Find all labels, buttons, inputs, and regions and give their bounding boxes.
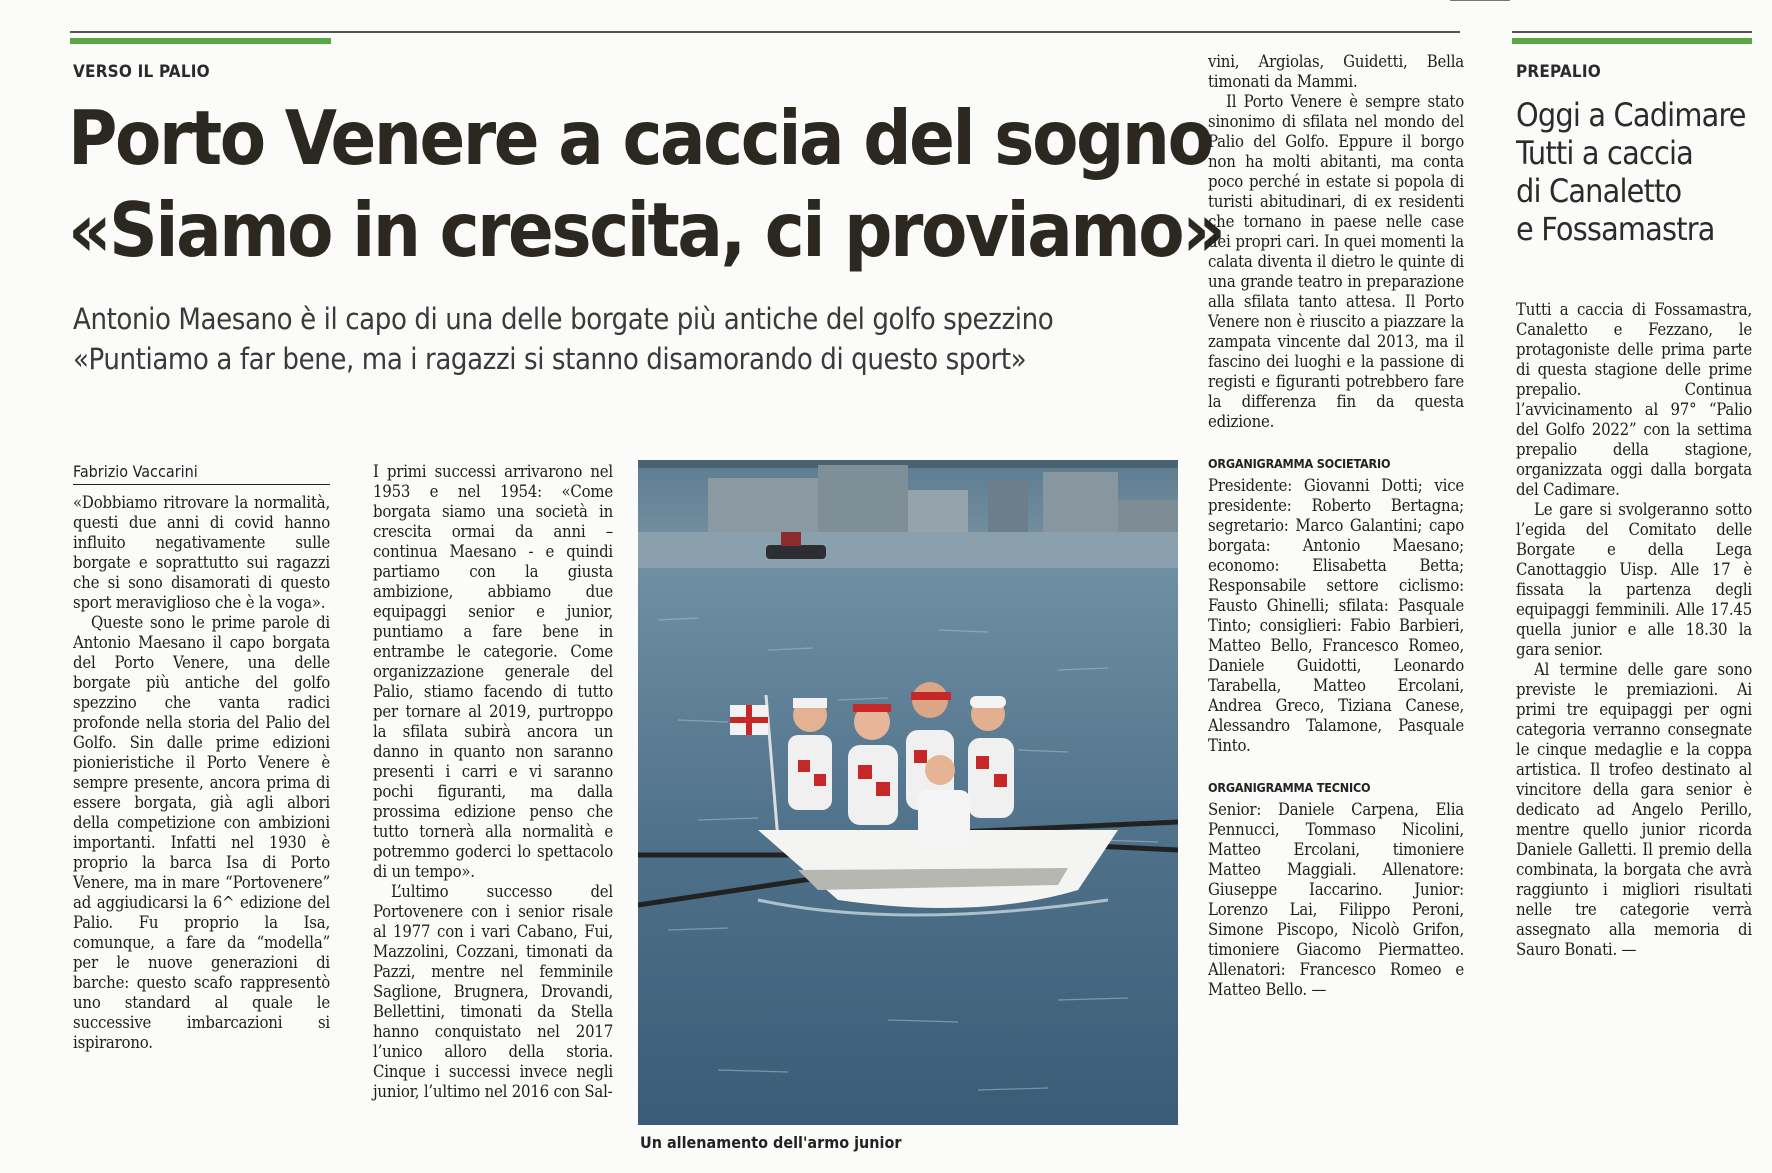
article-kicker: VERSO IL PALIO	[73, 62, 210, 82]
paragraph: Al termine delle gare sono previste le premiazioni. Ai primi tre equipaggi per ogni categoria verranno consegnate le cinque medaglie e la coppa artistica. Il trofeo destinato al vincitore della gara senior è dedicato ad Angelo Perillo, mentre quello junior ricorda Daniele Galletti. Il premio della combinata, la borgata che avrà raggiunto i migliori risultati nelle tre categorie verrà assegnato alla memoria di Sauro Bonati. —	[1516, 660, 1752, 959]
article-column-3	[1208, 52, 1464, 1000]
top-rule-right	[1512, 31, 1752, 33]
section-subheading: ORGANIGRAMMA TECNICO	[1208, 780, 1371, 795]
sidebar-headline-line: e Fossamastra	[1516, 210, 1715, 248]
paragraph: Queste sono le prime parole di Antonio Maesano il capo borgata del Porto Venere, una delle borgate più antiche del golfo spezzino che vanta radici profonde nella storia del Palio del Golfo. Sin dalle prime edizioni pionieristiche il Porto Venere è sempre presente, ancora prima di essere borgata, già agli albori della competizione con ambizioni importanti. Infatti nel 1930 è proprio la barca Isa di Porto Venere, ma in mare “Portovenere” ad aggiudicarsi la 6^ edizione del Palio. Fu proprio la Isa, comunque, a fare da “modella” per le nuove generazioni di barche: questo scafo rappresentò uno standard al quale le successive imbarcazioni si ispirarono.	[73, 613, 330, 1052]
rowing-photo	[638, 460, 1178, 1125]
sidebar-headline-line: Tutti a caccia	[1516, 134, 1694, 172]
sidebar-text	[1516, 300, 1752, 960]
paragraph: Le gare si svolgeranno sotto l’egida del Comitato delle Borgate e della Lega Canottaggio Uisp. Alle 17 è fissata la partenza degli equipaggi femminili. Alle 17.45 quella junior e alle 18.30 la gara senior.	[1516, 500, 1752, 659]
header-fragment	[1450, 0, 1510, 1]
photo-caption: Un allenamento dell'armo junior	[640, 1133, 902, 1152]
subheadline-line-2: «Puntiamo a far bene, ma i ragazzi si stanno disamorando di questo sport»	[73, 342, 1027, 376]
paragraph: «Dobbiamo ritrovare la normalità, questi due anni di covid hanno influito negativamente sulle borgate e soprattutto sui ragazzi che si sono disamorati di questo sport meraviglioso che è la voga».	[73, 493, 330, 612]
paragraph: Tutti a caccia di Fossamastra, Canaletto e Fezzano, le protagoniste delle prima parte di questa stagione delle prime prepalio. Continua l’avvicinamento al 97° “Palio del Golfo 2022” con la settima prepalio della stagione, organizzata oggi dalla borgata del Cadimare.	[1516, 300, 1752, 499]
sidebar-headline	[1516, 96, 1752, 248]
article-column-2	[373, 462, 613, 1102]
technical-staff-text: Senior: Daniele Carpena, Elia Pennucci, Tommaso Nicolini, Matteo Ercolani, timoniere Matteo Maggiali. Allenatore: Giuseppe Iaccarino. Junior: Lorenzo Lai, Filippo Peroni, Simone Piscopo, Nicolò Grifon, timoniere Giacomo Piermatteo. Allenatori: Francesco Romeo e Matteo Bello. —	[1208, 800, 1464, 999]
sidebar-headline-line: Oggi a Cadimare	[1516, 96, 1746, 134]
section-subheading: ORGANIGRAMMA SOCIETARIO	[1208, 456, 1391, 471]
column-1-text	[73, 493, 330, 1053]
sidebar-kicker-bar	[1512, 38, 1752, 44]
byline: Fabrizio Vaccarini	[73, 462, 330, 485]
sidebar-kicker: PREPALIO	[1516, 62, 1601, 82]
paragraph: L’ultimo successo del Portovenere con i senior risale al 1977 con i vari Cabano, Fui, Mazzolini, Cozzani, timonati da Pazzi, mentre nel femminile Saglione, Brugnera, Drovandi, Bellettini, timonati da Stella hanno conquistato nel 2017 l’unico alloro della storia. Cinque i successi invece negli junior, l’ultimo nel 2016 con Sal-	[373, 882, 613, 1101]
article-column-1	[73, 462, 330, 1053]
org-chart-text: Presidente: Giovanni Dotti; vice presidente: Roberto Bertagna; segretario: Marco Galantini; capo borgata: Antonio Maesano; economo: Elisabetta Betta; Responsabile settore ciclismo: Fausto Ghinelli; sfilata: Pasquale Tinto; consiglieri: Fabio Barbieri, Matteo Bello, Francesco Romeo, Daniele Guidotti, Leonardo Tarabella, Matteo Ercolani, Andrea Greco, Tiziana Canese, Alessandro Talamone, Pasquale Tinto.	[1208, 476, 1464, 755]
headline-line-1: Porto Venere a caccia del sogno	[68, 94, 1212, 182]
subheadline-line-1: Antonio Maesano è il capo di una delle borgate più antiche del golfo spezzino	[73, 302, 1054, 336]
top-rule	[70, 31, 1460, 33]
headline-line-2: «Siamo in crescita, ci proviamo»	[68, 186, 1224, 274]
paragraph: vini, Argiolas, Guidetti, Bella timonati da Mammi.	[1208, 52, 1464, 91]
sidebar-headline-line: di Canaletto	[1516, 172, 1682, 210]
paragraph: Il Porto Venere è sempre stato sinonimo di sfilata nel mondo del Palio del Golfo. Eppure il borgo non ha molti abitanti, ma conta poco perché in estate si popola di turisti abitudinari, di ex residenti che tornano in paese nelle case dei propri cari. In quei momenti la calata diventa il dietro le quinte di una grande teatro in preparazione alla sfilata tanto attesa. Il Porto Venere non è riuscito a piazzare la zampata vincente dal 2013, ma il fascino dei luoghi e la passione di registi e figuranti potrebbero fare la differenza fin da questa edizione.	[1208, 92, 1464, 431]
paragraph: I primi successi arrivarono nel 1953 e nel 1954: «Come borgata siamo una società in crescita ormai da anni – continua Maesano - e quindi partiamo con la giusta ambizione, abbiamo due equipaggi senior e junior, puntiamo a fare bene in entrambe le categorie. Come organizzazione generale del Palio, stiamo facendo di tutto per tornare al 2019, purtroppo la sfilata subirà ancora un danno in quanto non saranno presenti i carri e vi saranno pochi figuranti, ma dalla prossima edizione penso che tutto tornerà alla normalità e potremmo goderci lo spettacolo di un tempo».	[373, 462, 613, 881]
kicker-bar	[70, 38, 331, 44]
